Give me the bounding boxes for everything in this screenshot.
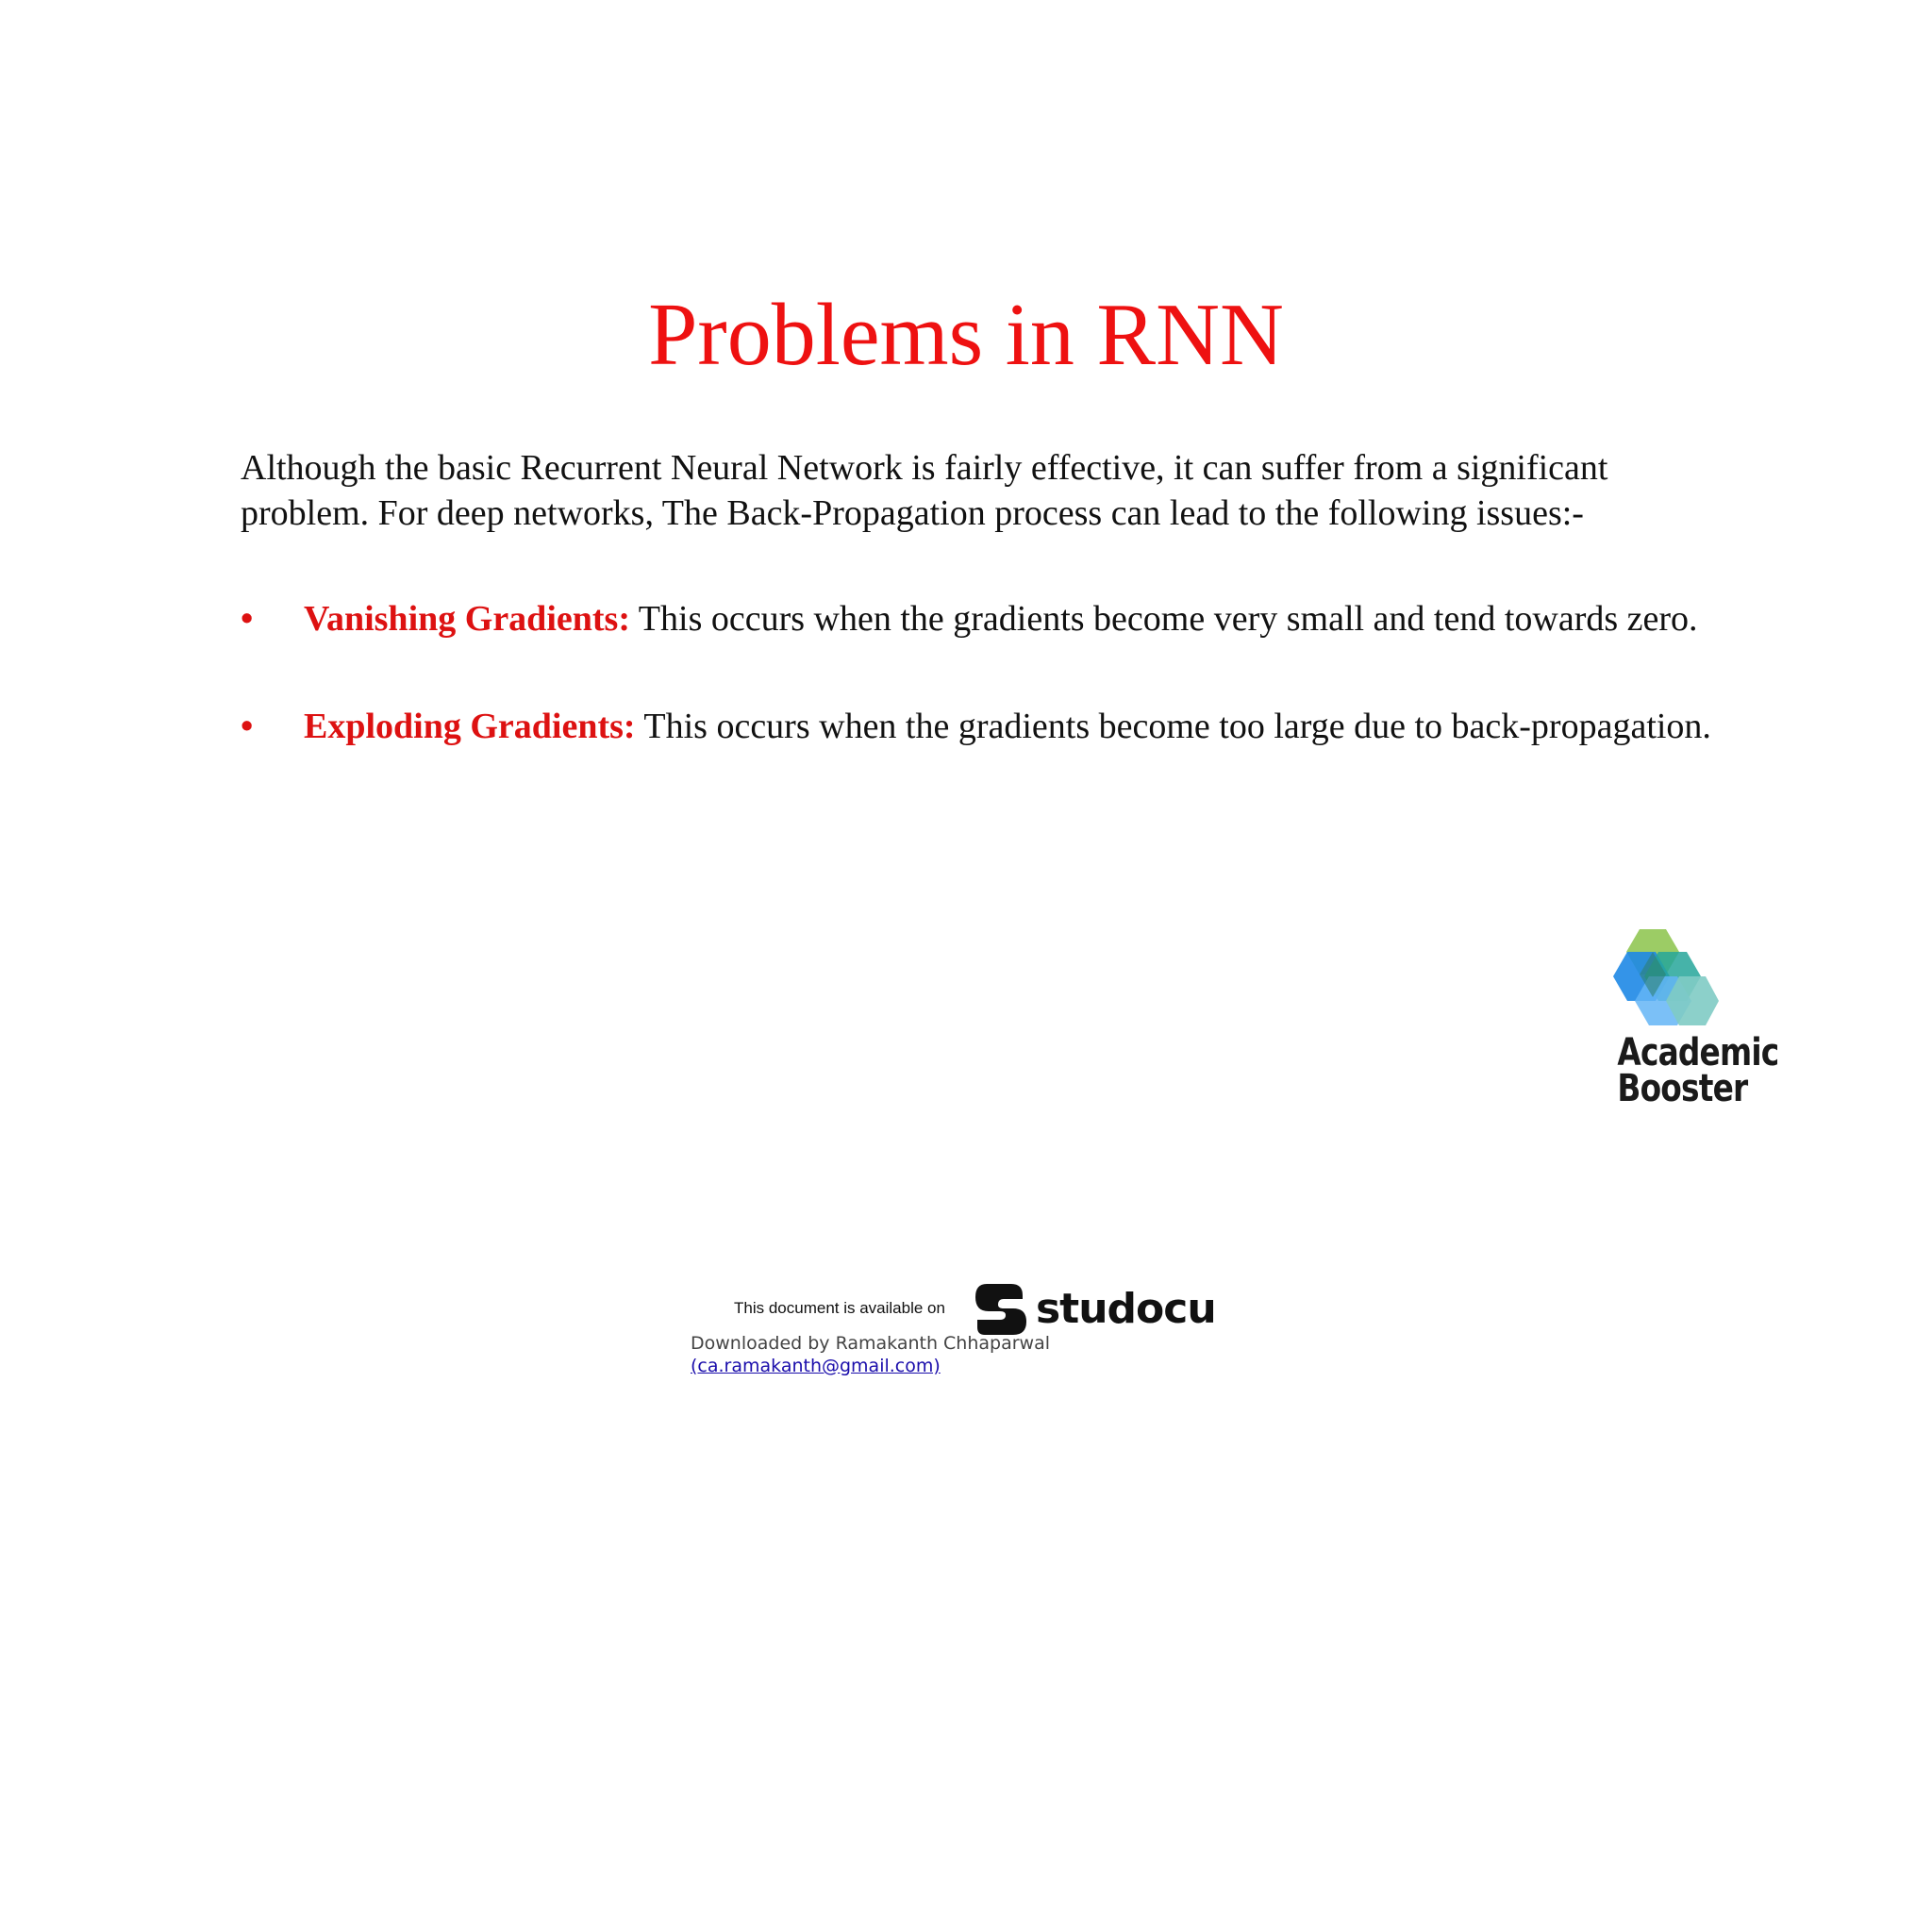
downloaded-by-text: Downloaded by Ramakanth Chhaparwal [691,1333,1051,1354]
bullet-icon: • [241,707,254,746]
logo-line-1: Academic [1617,1031,1779,1074]
bullet-icon: • [241,599,254,639]
list-item-vanishing-gradients [241,596,1712,641]
studocu-logo-icon [974,1280,1028,1337]
bullet-term: Vanishing Gradients: [304,599,630,639]
logo-line-2: Booster [1617,1067,1748,1110]
download-notice [691,1332,1050,1377]
studocu-wordmark: studocu [1035,1284,1216,1333]
academic-booster-hexagon-icon [1604,929,1755,1033]
bullet-description: This occurs when the gradients become too large due to back-propagation. [635,707,1711,746]
academic-booster-logo [1604,929,1779,1118]
studocu-brand[interactable] [974,1280,1216,1337]
list-item-exploding-gradients [241,704,1712,749]
available-on-text: This document is available on [734,1299,945,1317]
bullet-term: Exploding Gradients: [304,707,636,746]
logo-wordmark [1617,1031,1779,1110]
bullet-description: This occurs when the gradients become very small and tend towards zero. [629,599,1698,639]
problem-list [241,596,1712,811]
email-link[interactable]: (ca.ramakanth@gmail.com) [691,1356,941,1376]
intro-paragraph: Although the basic Recurrent Neural Network is fairly effective, it can suffer from a significant problem. For deep networks, The Back-Propagation process can lead to the following issues:- [241,448,1608,533]
slide-title: Problems in RNN [648,286,1284,384]
